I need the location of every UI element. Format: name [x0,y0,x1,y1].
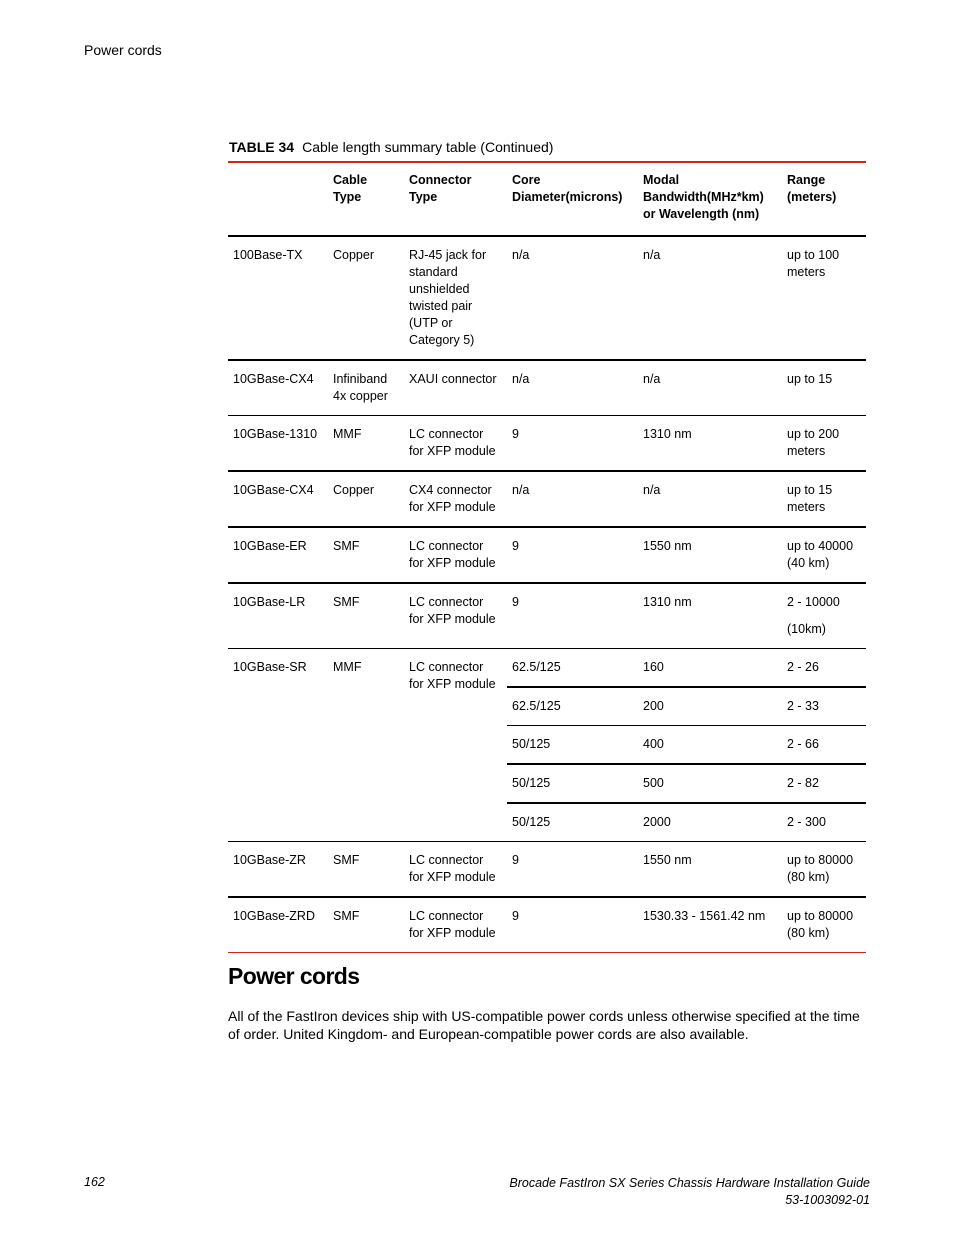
table-cell-range: up to 15 meters [787,483,833,514]
table-cell-core: 9 [512,427,519,441]
table-cell-core: 9 [512,909,519,923]
table-cell-core: 62.5/125 [507,687,638,726]
table-cell-standard: 100Base-TX [233,248,303,262]
table-cell-bandwidth: 1530.33 - 1561.42 nm [643,909,766,923]
table-cell-range: 2 - 10000 (10km) [782,583,866,649]
table-cell-bandwidth: 500 [638,764,782,803]
cable-table [228,163,866,952]
table-header-row [228,163,866,236]
column-header: Connector Type [409,173,472,204]
table-cell-range: 2 - 300 [782,803,866,842]
table-cell-range: up to 100 meters [787,248,840,279]
table-cell-range: up to 80000 (80 km) [787,909,854,940]
table-cell-bandwidth: 2000 [638,803,782,842]
table-row [228,236,866,360]
column-header: Range (meters) [787,173,837,204]
table-caption [229,139,553,155]
table-cell-standard: 10GBase-ZRD [233,909,315,923]
table-cell-range: up to 200 meters [787,427,840,458]
table-cell-range: up to 80000 (80 km) [787,853,854,884]
table-row [228,416,866,472]
table-cell-connector: RJ-45 jack for standard unshielded twisted pair (UTP or Category 5) [409,248,487,347]
table-cell-standard: 10GBase-1310 [233,427,318,441]
table-cell-connector: LC connector for XFP module [409,853,496,884]
footer-doc-info [509,1175,870,1209]
column-header: Core Diameter(microns) [512,173,623,204]
table-cell-connector: LC connector for XFP module [409,539,496,570]
table-cell-cable: MMF [333,427,362,441]
footer-doc-title: Brocade FastIron SX Series Chassis Hardware Installation Guide [509,1176,870,1190]
table-cell-cable: SMF [333,909,360,923]
table-cell-bandwidth: n/a [643,372,661,386]
table-bottom-rule [228,952,866,953]
table-cell-connector: XAUI connector [409,372,497,386]
table-row [228,897,866,952]
table-cell-cable: Copper [333,248,374,262]
cable-length-table [228,161,866,953]
table-row-sr [228,649,866,688]
table-cell-cable: Infiniband 4x copper [333,372,388,403]
table-cell-standard: 10GBase-SR [228,649,328,842]
table-cell-cable: SMF [333,539,360,553]
table-cell-bandwidth: 1310 nm [643,427,692,441]
table-caption-number: TABLE 34 [229,139,295,155]
table-cell-cable: SMF [333,595,360,609]
table-cell-bandwidth: 400 [638,726,782,765]
table-cell-standard: 10GBase-ZR [233,853,306,867]
table-cell-range-note: (10km) [787,622,826,636]
table-cell-cable: SMF [333,853,360,867]
table-cell-core: 9 [512,853,519,867]
table-row [228,527,866,583]
table-cell-core: 9 [512,595,519,609]
table-body [228,236,866,952]
table-row [228,360,866,416]
table-cell-range: 2 - 26 [782,649,866,688]
table-row [228,583,866,649]
table-cell-range: up to 15 [787,372,833,386]
table-row [228,842,866,898]
table-row [228,471,866,527]
footer-doc-number: 53-1003092-01 [785,1193,870,1207]
table-cell-core: n/a [512,248,530,262]
table-caption-title: Cable length summary table (Continued) [302,139,554,155]
table-cell-cable: Copper [333,483,374,497]
table-cell-core: 50/125 [507,764,638,803]
column-header [228,163,328,236]
table-cell-bandwidth: n/a [643,248,661,262]
table-cell-bandwidth: 1550 nm [643,853,692,867]
table-cell-standard: 10GBase-CX4 [233,372,314,386]
table-cell-standard: 10GBase-ER [233,539,307,553]
table-cell-connector: LC connector for XFP module [404,649,507,842]
table-cell-cable: MMF [328,649,404,842]
column-header: Cable Type [333,173,368,204]
table-cell-bandwidth: 160 [638,649,782,688]
page-number: 162 [84,1175,105,1189]
table-cell-connector: LC connector for XFP module [409,909,496,940]
table-cell-core: 62.5/125 [507,649,638,688]
table-cell-core: n/a [512,483,530,497]
table-cell-bandwidth: 1310 nm [643,595,692,609]
table-cell-standard: 10GBase-LR [233,595,306,609]
table-cell-core: 50/125 [507,803,638,842]
table-cell-core: n/a [512,372,530,386]
table-cell-standard: 10GBase-CX4 [233,483,314,497]
table-cell-connector: LC connector for XFP module [409,595,496,626]
table-cell-range: 2 - 82 [782,764,866,803]
table-cell-range: up to 40000 (40 km) [787,539,854,570]
table-cell-range: 2 - 66 [782,726,866,765]
section-body: All of the FastIron devices ship with US-compatible power cords unless otherwise specified at the time of order. United Kingdom- and European-compatible power cords are also available. [228,1008,860,1042]
table-cell-bandwidth: 200 [638,687,782,726]
column-header: Modal Bandwidth(MHz*km) or Wavelength (nm) [643,173,764,221]
table-cell-bandwidth: 1550 nm [643,539,692,553]
section-title: Power cords [228,963,360,989]
table-cell-connector: CX4 connector for XFP module [409,483,496,514]
table-cell-bandwidth: n/a [643,483,661,497]
running-head: Power cords [84,42,162,58]
table-cell-core: 50/125 [507,726,638,765]
table-cell-connector: LC connector for XFP module [409,427,496,458]
table-cell-range: 2 - 33 [782,687,866,726]
table-cell-core: 9 [512,539,519,553]
